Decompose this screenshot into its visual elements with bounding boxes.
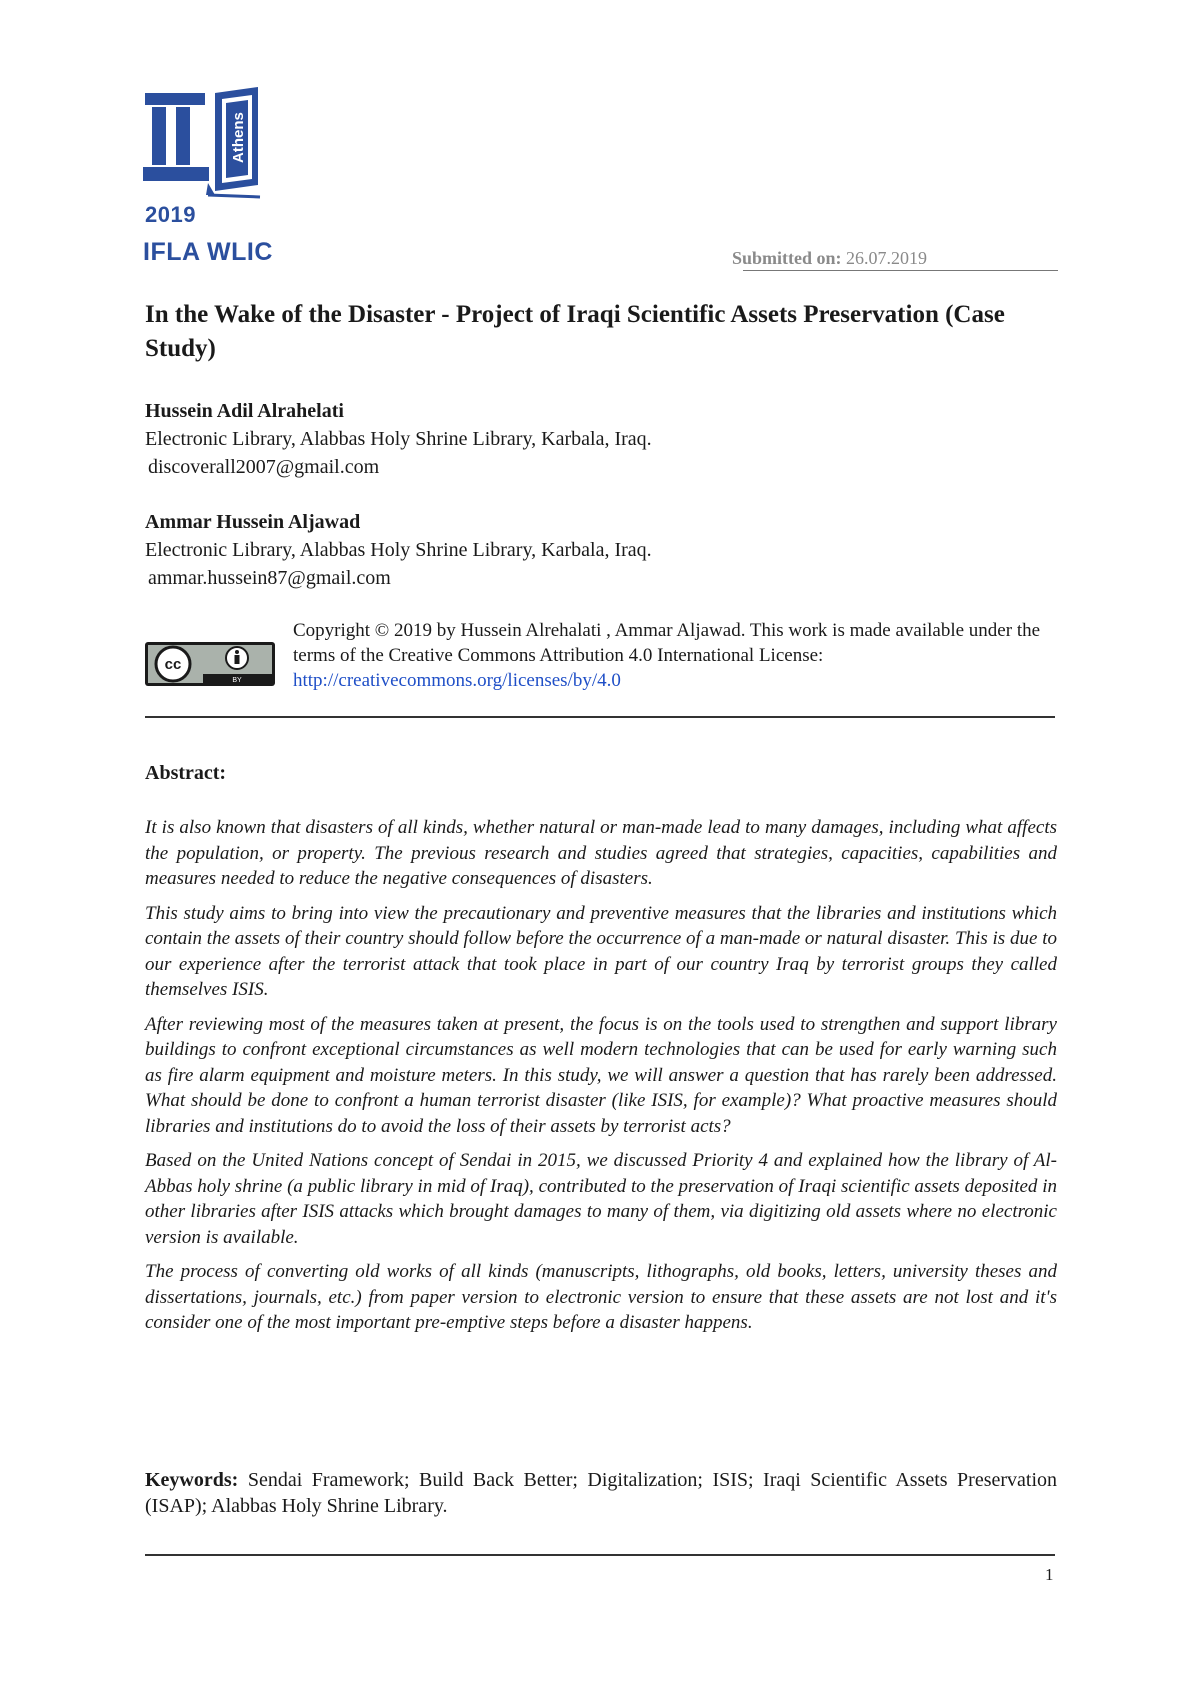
abstract-paragraph: Based on the United Nations concept of Sendai in 2015, we discussed Priority 4 and explained how the library of Al-Abbas holy shrine (a public library in mid of Iraq), contributed to the preservation of Iraqi scientific assets deposited in other libraries after ISIS attacks which brought damages to many of them, via digitizing old assets where no electronic version is available. [145,1150,1057,1248]
author-name: Hussein Adil Alrahelati [145,400,344,422]
author-affiliation: Electronic Library, Alabbas Holy Shrine Library, Karbala, Iraq. [145,428,652,450]
page-number: 1 [1045,1565,1054,1584]
submitted-line [732,248,927,269]
license-link[interactable]: http://creativecommons.org/licenses/by/4.0 [293,670,621,691]
submitted-label: Submitted on: [732,248,842,268]
by-badge-text: BY [232,677,242,684]
abstract-paragraph: The process of converting old works of all kinds (manuscripts, lithographs, old books, letters, university theses and dissertations, journals, etc.) from paper version to electronic version to ensure that these assets are not lost and it's consider one of the most important pre-emptive steps before a disaster happens. [145,1261,1057,1333]
keywords-label: Keywords: [145,1469,239,1491]
logo-city-text: Athens [230,112,247,163]
license-text: Copyright © 2019 by Hussein Alrehalati , Ammar Aljawad. This work is made available under the terms of the Creative Commons Attribution 4.0 International License: [293,620,1041,666]
logo-name: IFLA WLIC [143,238,273,266]
paper-title: In the Wake of the Disaster - Project of Iraqi Scientific Assets Preservation (Case Study) [145,301,1005,362]
author-email[interactable]: ammar.hussein87@gmail.com [148,567,391,589]
header-rule [743,270,1058,271]
abstract-paragraph: After reviewing most of the measures taken at present, the focus is on the tools used to strengthen and support library buildings to confront exceptional circumstances as well modern technologies that can be used for early warning such as fire alarm equipment and moisture meters. In this study, we will answer a question that has rarely been addressed. What should be done to confront a human terrorist disaster (like ISIS, for example)? What proactive measures should libraries and institutions do to avoid the loss of their assets by terrorist acts? [145,1013,1057,1137]
keywords-text: Sendai Framework; Build Back Better; Digitalization; ISIS; Iraqi Scientific Assets Preservation (ISAP); Alabbas Holy Shrine Library. [145,1469,1058,1517]
section-divider [145,716,1055,718]
abstract-heading: Abstract: [145,762,227,784]
submitted-date: 26.07.2019 [846,248,928,268]
author-block [145,397,652,481]
keywords [145,1467,1057,1519]
abstract-body [145,815,1057,1345]
logo-year: 2019 [145,202,196,227]
author-affiliation: Electronic Library, Alabbas Holy Shrine Library, Karbala, Iraq. [145,539,652,561]
author-block [145,508,652,592]
abstract-paragraph: It is also known that disasters of all kinds, whether natural or man-made lead to many damages, including what affects the population, or property. The previous research and studies agreed that strategies, capacities, capabilities and measures needed to reduce the negative consequences of disasters. [145,817,1057,889]
cc-by-license-icon [145,642,275,686]
license-notice [293,618,1053,693]
author-email[interactable]: discoverall2007@gmail.com [148,456,380,478]
cc-badge-text: cc [164,656,182,673]
footer-rule [145,1554,1055,1556]
abstract-paragraph: This study aims to bring into view the precautionary and preventive measures that the libraries and institutions which contain the assets of their country should follow before the occurrence of a man-made or natural disaster. This is due to our experience after the terrorist attack that took place in part of our country Iraq by terrorist groups they called themselves ISIS. [145,902,1057,1000]
author-name: Ammar Hussein Aljawad [145,511,361,533]
